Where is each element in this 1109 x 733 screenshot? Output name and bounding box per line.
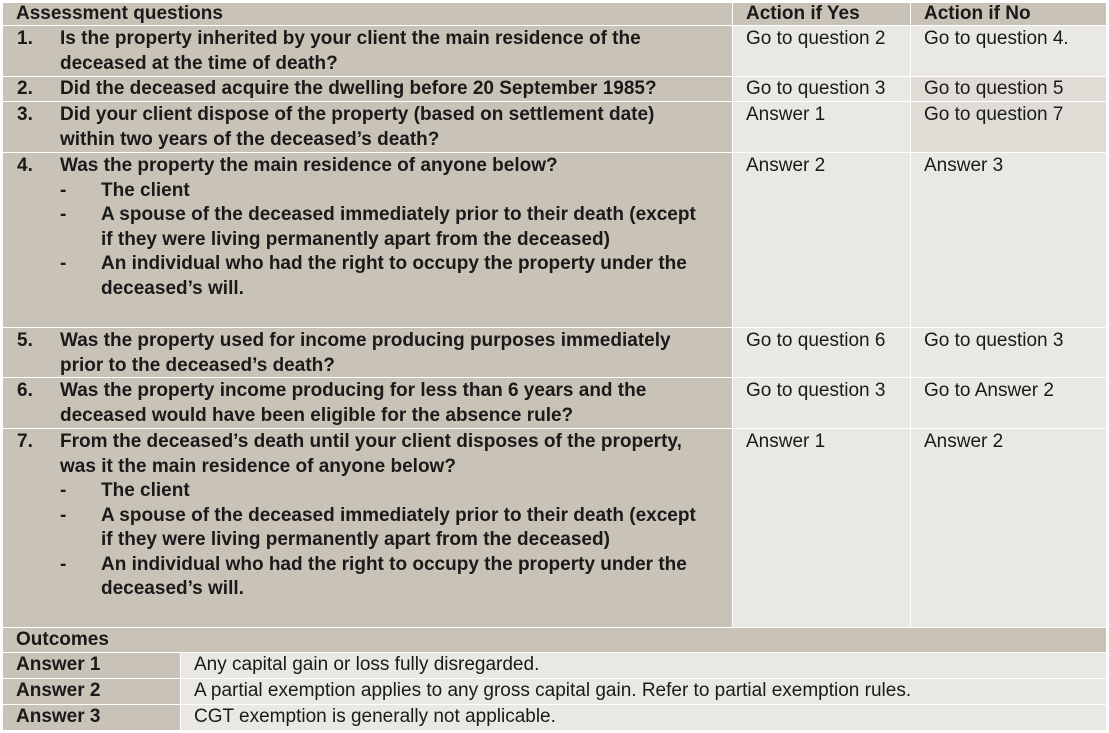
- question-line: Is the property inherited by your client the main residence of the: [60, 28, 641, 49]
- question-number: 4.: [17, 155, 33, 176]
- yes-action: Answer 1: [746, 104, 826, 125]
- header-yes-label: Action if Yes: [746, 3, 860, 24]
- question-text: [60, 154, 730, 301]
- question-number: 5.: [17, 330, 33, 351]
- yes-action: Go to question 2: [746, 28, 886, 49]
- question-text: [60, 379, 730, 428]
- sub-item: [60, 479, 730, 504]
- outcome-text-cell-1: [181, 653, 1106, 678]
- no-action: Go to question 7: [924, 104, 1064, 125]
- header-questions-label: Assessment questions: [16, 3, 223, 24]
- outcome-label-cell-1: [3, 653, 180, 678]
- dash-bullet: -: [60, 253, 67, 274]
- dash-bullet: -: [60, 179, 67, 201]
- question-line: Was the property the main residence of anyone below?: [60, 155, 558, 176]
- question-line: prior to the deceased’s death?: [60, 354, 335, 376]
- yes-action: Go to question 3: [746, 380, 886, 401]
- dash-bullet: -: [60, 204, 67, 225]
- question-text: [60, 27, 730, 76]
- sub-item-line: deceased’s will.: [101, 578, 244, 599]
- yes-action: Answer 1: [746, 431, 826, 452]
- dash-bullet: -: [60, 553, 67, 575]
- question-row-1: [3, 26, 732, 76]
- yes-action: Go to question 3: [746, 78, 886, 99]
- outcome-label-cell-3: [3, 705, 180, 730]
- sub-item-line: A spouse of the deceased immediately prior to their death (except: [101, 204, 696, 225]
- no-cell-3: [911, 102, 1106, 152]
- question-line: From the deceased’s death until your client disposes of the property,: [60, 431, 682, 452]
- no-action: Answer 3: [924, 155, 1004, 176]
- sub-item: [60, 252, 730, 301]
- yes-cell-7: [733, 429, 910, 627]
- question-line: was it the main residence of anyone below?: [60, 455, 456, 477]
- question-text: [60, 77, 730, 102]
- sub-item-line: The client: [101, 480, 190, 501]
- outcome-label: Answer 2: [16, 680, 101, 701]
- sub-item: [60, 203, 730, 252]
- sub-item-line: An individual who had the right to occupy the property under the: [101, 253, 687, 274]
- question-row-7: [3, 429, 732, 627]
- no-cell-5: [911, 328, 1106, 377]
- no-cell-4: [911, 153, 1106, 327]
- yes-cell-6: [733, 378, 910, 428]
- question-line: Was the property used for income producing purposes immediately: [60, 330, 671, 351]
- question-number: 2.: [17, 78, 33, 99]
- question-line: deceased would have been eligible for the absence rule?: [60, 404, 574, 426]
- outcome-text: A partial exemption applies to any gross capital gain. Refer to partial exemption rules.: [194, 680, 912, 701]
- question-row-4: [3, 153, 732, 327]
- outcomes-header: [3, 628, 1106, 652]
- question-row-3: [3, 102, 732, 152]
- no-cell-2: [911, 77, 1106, 101]
- question-number: 3.: [17, 104, 33, 125]
- sub-item-line: A spouse of the deceased immediately prior to their death (except: [101, 504, 696, 526]
- yes-cell-4: [733, 153, 910, 327]
- outcome-text-cell-3: [181, 705, 1106, 730]
- sub-item: [60, 553, 730, 602]
- outcomes-title: Outcomes: [16, 629, 109, 650]
- sub-item: [60, 504, 730, 553]
- yes-cell-1: [733, 26, 910, 76]
- outcome-label: Answer 3: [16, 706, 101, 727]
- no-action: Answer 2: [924, 431, 1004, 452]
- header-questions: [3, 3, 732, 25]
- no-cell-7: [911, 429, 1106, 627]
- no-cell-1: [911, 26, 1106, 76]
- header-no: [911, 3, 1106, 25]
- no-action: Go to question 5: [924, 78, 1064, 99]
- question-number: 1.: [17, 28, 33, 49]
- yes-action: Go to question 6: [746, 330, 886, 351]
- question-line: deceased at the time of death?: [60, 52, 338, 74]
- header-yes: [733, 3, 910, 25]
- dash-bullet: -: [60, 504, 67, 526]
- yes-cell-2: [733, 77, 910, 101]
- question-number: 6.: [17, 380, 33, 401]
- sub-item-line: An individual who had the right to occupy the property under the: [101, 553, 687, 575]
- question-row-6: [3, 378, 732, 428]
- outcome-text: CGT exemption is generally not applicable.: [194, 706, 556, 727]
- no-action: Go to Answer 2: [924, 380, 1054, 401]
- outcome-text: Any capital gain or loss fully disregarded.: [194, 654, 540, 675]
- sub-item-line: if they were living permanently apart from the deceased): [101, 228, 610, 250]
- question-line: Was the property income producing for less than 6 years and the: [60, 380, 647, 401]
- no-action: Go to question 4.: [924, 28, 1069, 49]
- sub-item-line: deceased’s will.: [101, 277, 244, 299]
- question-text: [60, 329, 730, 378]
- question-line: Did the deceased acquire the dwelling before 20 September 1985?: [60, 78, 657, 99]
- question-text: [60, 103, 730, 152]
- dash-bullet: -: [60, 480, 67, 501]
- question-line: Did your client dispose of the property (based on settlement date): [60, 104, 655, 125]
- no-action: Go to question 3: [924, 330, 1064, 351]
- yes-cell-3: [733, 102, 910, 152]
- question-row-2: [3, 77, 732, 101]
- sub-item-line: if they were living permanently apart from the deceased): [101, 529, 610, 550]
- no-cell-6: [911, 378, 1106, 428]
- question-row-5: [3, 328, 732, 377]
- yes-action: Answer 2: [746, 155, 826, 176]
- outcome-label-cell-2: [3, 679, 180, 704]
- question-text: [60, 430, 730, 602]
- sub-item-line: The client: [101, 179, 190, 201]
- question-number: 7.: [17, 431, 33, 452]
- outcome-text-cell-2: [181, 679, 1106, 704]
- yes-cell-5: [733, 328, 910, 377]
- question-line: within two years of the deceased’s death?: [60, 128, 440, 150]
- outcome-label: Answer 1: [16, 654, 101, 675]
- header-no-label: Action if No: [924, 3, 1031, 24]
- sub-item: [60, 179, 730, 204]
